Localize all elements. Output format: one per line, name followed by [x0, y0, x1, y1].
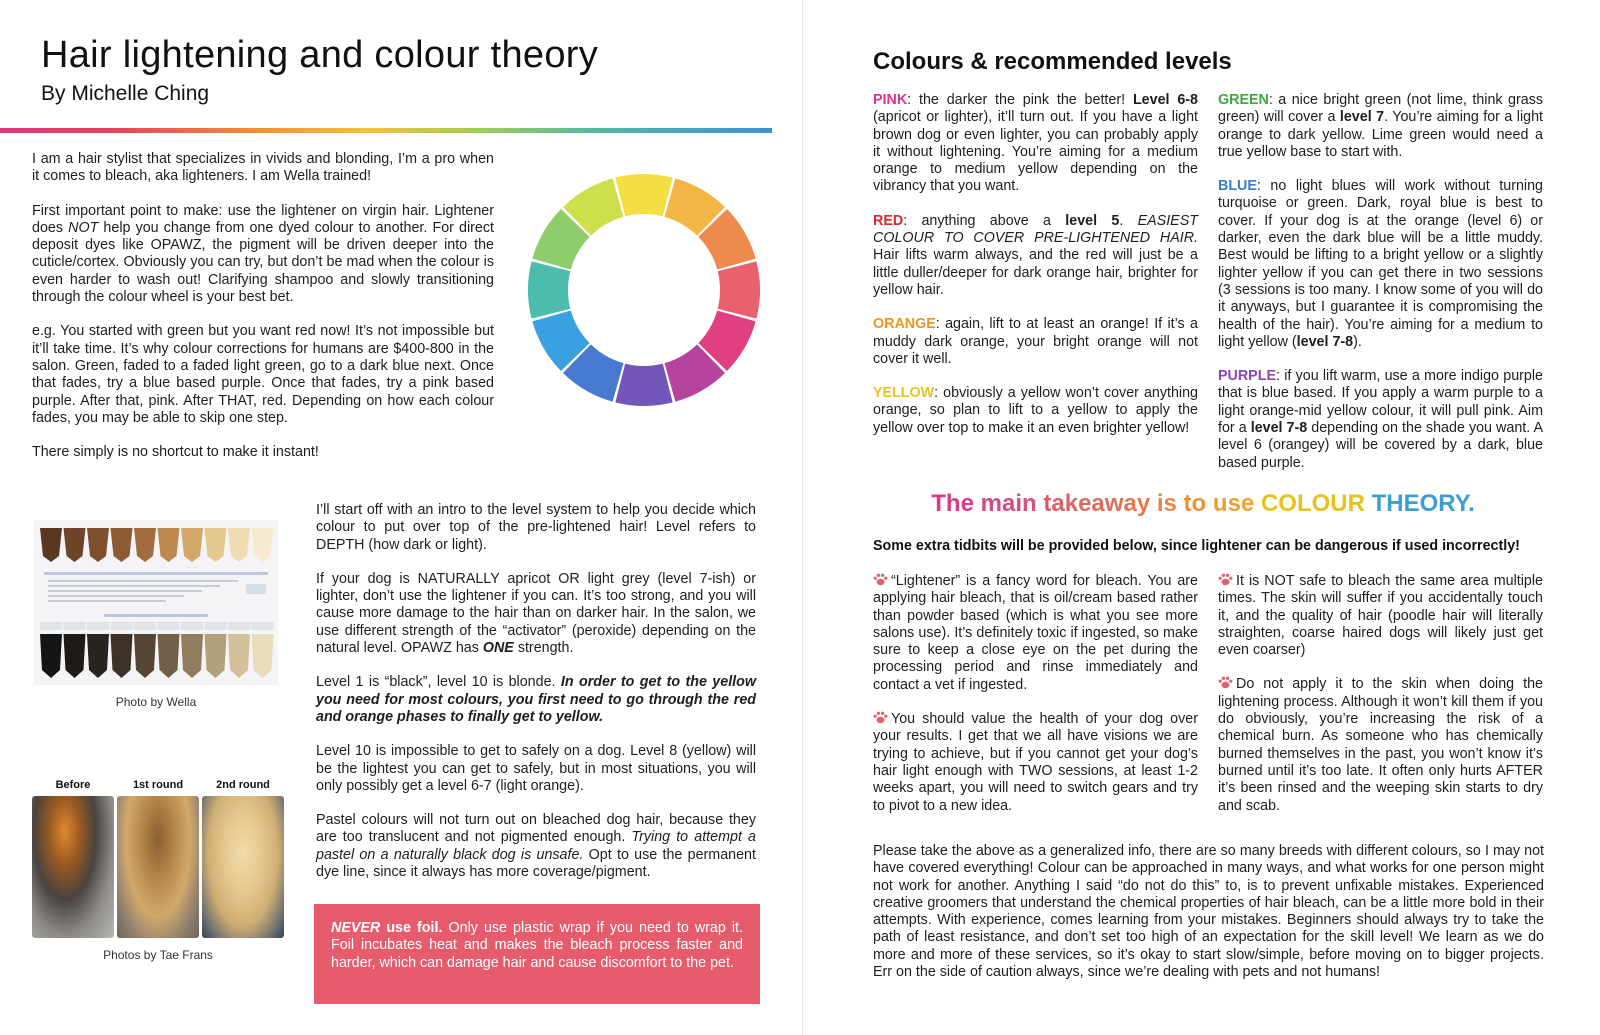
article-byline: By Michelle Ching: [41, 82, 210, 105]
takeaway-letter: e: [1078, 490, 1092, 517]
takeaway-letter: s: [1163, 490, 1177, 517]
emphasis-not: NOT: [68, 219, 99, 236]
level-label-box: [158, 622, 180, 630]
wheel-segment: [615, 174, 672, 216]
label-first-round: 1st round: [132, 779, 184, 791]
tips-column-right: [1218, 573, 1543, 832]
colour-column-right: [1218, 92, 1543, 489]
intro-section: [32, 151, 494, 478]
level-label-box: [64, 622, 86, 630]
green-paragraph: GREEN: a nice bright green (not lime, think grass green) will cover a level 7. You’re aiming for a light orange to dark yellow. Lime green would need a true yellow base to start with.: [1218, 92, 1543, 160]
purple-paragraph: PURPLE: if you lift warm, use a more indigo purple that is blue based. If you apply a warm purple to a light orange-mid yellow colour, it will pull pink. Aim for a level 7-8 depending on the shade you want. A level 6 (orangey) will be covered by a dark, blue based purple.: [1218, 368, 1543, 471]
levels-paragraph-2: If your dog is NATURALLY apricot OR light grey (level 7-ish) or lighter, don’t use the lightener if you can. It’s too strong, and you will cause more damage to the hair than on darker hair. In the salon, we use different strength of the “activator” (peroxide) depending on the natural level. OPAWZ has ONE strength.: [316, 570, 756, 657]
yellow-paragraph: YELLOW: obviously a yellow won’t cover anything orange, so plan to lift to a yellow to apply the yellow over top to make it an even brighter yellow!: [873, 385, 1198, 436]
chart-header-bar: [44, 572, 268, 575]
label-before: Before: [55, 779, 91, 791]
takeaway-letter: k: [1064, 490, 1079, 517]
chart-header-bar: [104, 614, 208, 617]
pink-label: PINK: [873, 92, 908, 108]
takeaway-letter: [1150, 490, 1157, 517]
chart-text-line: [48, 580, 238, 582]
orange-paragraph: ORANGE: again, lift to at least an orange! If it’s a muddy dark orange, your bright orange will not cover it well.: [873, 316, 1198, 367]
level-label-box: [181, 622, 203, 630]
takeaway-theory-word: THEORY.: [1371, 490, 1475, 517]
green-label: GREEN: [1218, 92, 1269, 108]
tip-health: You should value the health of your dog over your results. I get that we all have visions we are trying to achieve, but if you cannot get your dog’s hair light enough with TWO sessions, at least 1-2 weeks apart, you will need to switch gears and try to pivot to a new idea.: [873, 711, 1198, 814]
pink-paragraph: PINK: the darker the pink the better! Level 6-8 (apricot or lighter), it’ll turn out. If you have a light brown dog or even lighter, you can probably apply it without lightening. You’re aiming for a medium orange to medium yellow depending on the vibrancy that you want.: [873, 92, 1198, 195]
takeaway-letter: e: [960, 490, 974, 517]
takeaway-letter: h: [945, 490, 961, 517]
dog-hair-first-round-photo: [117, 796, 199, 938]
orange-label: ORANGE: [873, 316, 936, 333]
tip-lightener: “Lightener” is a fancy word for bleach. You are applying hair bleach, that is oil/cream based rather than powder based (which is what you see more salons use). It’s definitely toxic if ingested, so make sure to keep a close eye on the pet during the processing period and rinse immediately and contact a vet if ingested.: [873, 573, 1198, 693]
level-system-section: [316, 502, 756, 898]
colours-levels-heading: Colours & recommended levels: [873, 48, 1232, 75]
level-label-box: [40, 622, 62, 630]
dog-hair-second-round-photo: [202, 796, 284, 938]
chart-text-line: [48, 590, 202, 592]
paw-icon: [873, 711, 888, 724]
takeaway-gradient-text: [931, 490, 1261, 517]
wella-photo-caption: Photo by Wella: [115, 695, 197, 709]
label-second-round: 2nd round: [216, 779, 270, 791]
dog-hair-before-photo: [32, 796, 114, 938]
intro-paragraph-1: I am a hair stylist that specializes in vivids and blonding, I’m a pro when it comes to bleach, aka lighteners. I am Wella trained!: [32, 151, 494, 185]
levels-paragraph-3: Level 1 is “black”, level 10 is blonde. In order to get to the yellow you need for most colours, you first need to go through the red and orange phases to finally get to yellow.: [316, 674, 756, 725]
tip-multiple-times: It is NOT safe to bleach the same area multiple times. The skin will suffer if you accidentally touch it, and the quality of hair (poodle hair will literally straighten, coarse haired dogs will likely just get even coarser): [1218, 573, 1543, 659]
intro-paragraph-3: e.g. You started with green but you want red now! It’s not impossible but it’ll take time. It’s why colour corrections for humans are $400-800 in the salon. Green, faded to a faded light green, go to a dark blue next. Once that fades, try a blue based purple. Once that fades, try a pink based purple. After that, pink. After THAT, red. Depending on how each colour fades, you may be able to skip one step.: [32, 323, 494, 426]
takeaway-letter: n: [1022, 490, 1037, 517]
blue-paragraph: BLUE: no light blues will work without turning turquoise or green. Dark, royal blue is best to cover. If your dog is at the orange (level 6) or darker, even the dark blue will be a little muddy. Best would be lifting to a bright yellow or a slightly lighter yellow if you can get there in two sessions (3 sessions is too many. I know some of you will do it anyways, but I guarantee it is compromising the health of the hair). You’re aiming for a medium to light yellow (level 7-8).: [1218, 178, 1543, 350]
colour-wheel: [524, 170, 764, 410]
emphasis-one: ONE: [482, 640, 514, 657]
level-label-box: [228, 622, 250, 630]
intro-paragraph-4: There simply is no shortcut to make it instant!: [32, 444, 319, 461]
foil-warning-box: NEVER use foil. Only use plastic wrap if you need to wrap it. Foil incubates heat and makes the bleach process faster and harder, which can damage hair and cause discomfort to the pet.: [314, 904, 760, 1004]
chart-text-line: [48, 600, 166, 602]
takeaway-letter: a: [1001, 490, 1016, 517]
takeaway-letter: [1177, 490, 1184, 517]
intro-paragraph-2: First important point to make: use the lightener on virgin hair. Lightener does NOT help you change from one dyed colour to another. For direct deposit dyes like OPAWZ, the pigment will be driven deeper into the cuticle/cortex. Obviously you can try, but don’t be mad when the colour is even harder to wash out! Clarifying shampoo and slowly transitioning through the colour wheel is your best bet.: [32, 202, 494, 306]
takeaway-letter: e: [1240, 490, 1255, 517]
takeaway-letter: m: [980, 490, 1002, 517]
takeaway-letter: t: [1183, 490, 1192, 517]
blue-label: BLUE: [1218, 178, 1257, 195]
paw-icon: [1218, 573, 1233, 586]
levels-paragraph-4: Level 10 is impossible to get to safely on a dog. Level 8 (yellow) will be the lightest you can get to safely, but in most situations, you will only possibly get a level 6-7 (light orange).: [316, 743, 756, 794]
rainbow-divider: [0, 128, 772, 133]
level-label-box: [111, 622, 133, 630]
takeaway-letter: i: [1015, 490, 1022, 517]
paw-icon: [1218, 676, 1233, 689]
level-label-box: [134, 622, 156, 630]
takeaway-letter: a: [1123, 490, 1137, 517]
takeaway-letter: y: [1136, 490, 1151, 517]
before-after-labels: [32, 779, 284, 793]
page-gutter: [802, 0, 803, 1035]
red-paragraph: RED: anything above a level 5. EASIEST COLOUR TO COVER PRE-LIGHTENED HAIR. Hair lifts warm always, and the red will just be a little duller/deeper for dark orange hair, brighter for yellow hair.: [873, 212, 1198, 298]
colour-column-left: [873, 92, 1198, 454]
main-takeaway-heading: [806, 490, 1600, 518]
chart-text-line: [48, 595, 184, 597]
red-label: RED: [873, 212, 904, 229]
wheel-segment: [615, 364, 672, 406]
takeaway-letter: [974, 490, 981, 517]
takeaway-letter: a: [1091, 490, 1105, 517]
tae-photo-caption: Photos by Tae Frans: [103, 948, 213, 962]
yellow-label: YELLOW: [873, 385, 935, 402]
level-label-box: [205, 622, 227, 630]
takeaway-letter: i: [1156, 490, 1164, 517]
paw-icon: [873, 573, 888, 586]
purple-label: PURPLE: [1218, 368, 1276, 385]
wella-level-chart-photo: [34, 520, 278, 685]
takeaway-letter: a: [1051, 490, 1065, 517]
right-page: [806, 0, 1600, 1035]
wheel-segment: [718, 261, 760, 318]
takeaway-letter: t: [1043, 490, 1052, 517]
levels-paragraph-1: I’ll start off with an intro to the level system to help you decide which colour to put over top of the pre-lightened hair! Level refers to DEPTH (how dark or light).: [316, 502, 756, 553]
takeaway-letter: s: [1227, 490, 1241, 517]
takeaway-letter: o: [1191, 490, 1207, 517]
tip-skin: Do not apply it to the skin when doing the lightening process. Although it won’t kill them if you do obviously, you’re increasing the risk of a chemical burn. As someone who has chemically burned themselves in the past, you won’t know it’s burned until it’s too late. It often only hurts AFTER it’s been rinsed and the weeping skin starts to dry and scab.: [1218, 676, 1543, 814]
takeaway-letter: [1206, 490, 1213, 517]
level-label-box: [252, 622, 274, 630]
takeaway-letter: w: [1104, 490, 1124, 517]
levels-paragraph-5: Pastel colours will not turn out on bleached dog hair, because they are too translucent and not pigmented enough. Trying to attempt a pastel on a naturally black dog is unsafe. Opt to use the permanent dye line, since it always has more coverage/pigment.: [316, 812, 756, 881]
wella-logo-mark: [246, 584, 266, 594]
takeaway-letter: u: [1212, 490, 1228, 517]
takeaway-letter: T: [931, 490, 946, 517]
closing-paragraph: Please take the above as a generalized info, there are so many breeds with different colours, so I may not have covered everything! Colour can be approached in many ways, and what works for one person might not work for another. Anything I said “do not do this” to, is to prevent unfixable mistakes. Experienced creative groomers that understand the chemical properties of hair bleach, can be a little more bold in their attempts. With experience, comes learning from your mistakes. Beginners should always try to take the path of least resistance, and don’t set too high of an expectation for the skill level! We learn as we do more and more of these services, so it’s okay to start slow/simple, before moving on to bigger projects. Err on the side of caution always, since we’re dealing with pets and not humans!: [873, 843, 1544, 981]
level-label-box: [87, 622, 109, 630]
chart-text-line: [48, 585, 220, 587]
takeaway-letter: [1254, 490, 1261, 517]
tips-column-left: [873, 573, 1198, 832]
wheel-segment: [528, 261, 570, 318]
article-title: Hair lightening and colour theory: [41, 34, 599, 76]
takeaway-colour-word: COLOUR: [1260, 490, 1372, 517]
tidbits-intro: Some extra tidbits will be provided below, since lightener can be dangerous if used incorrectly!: [873, 538, 1520, 554]
